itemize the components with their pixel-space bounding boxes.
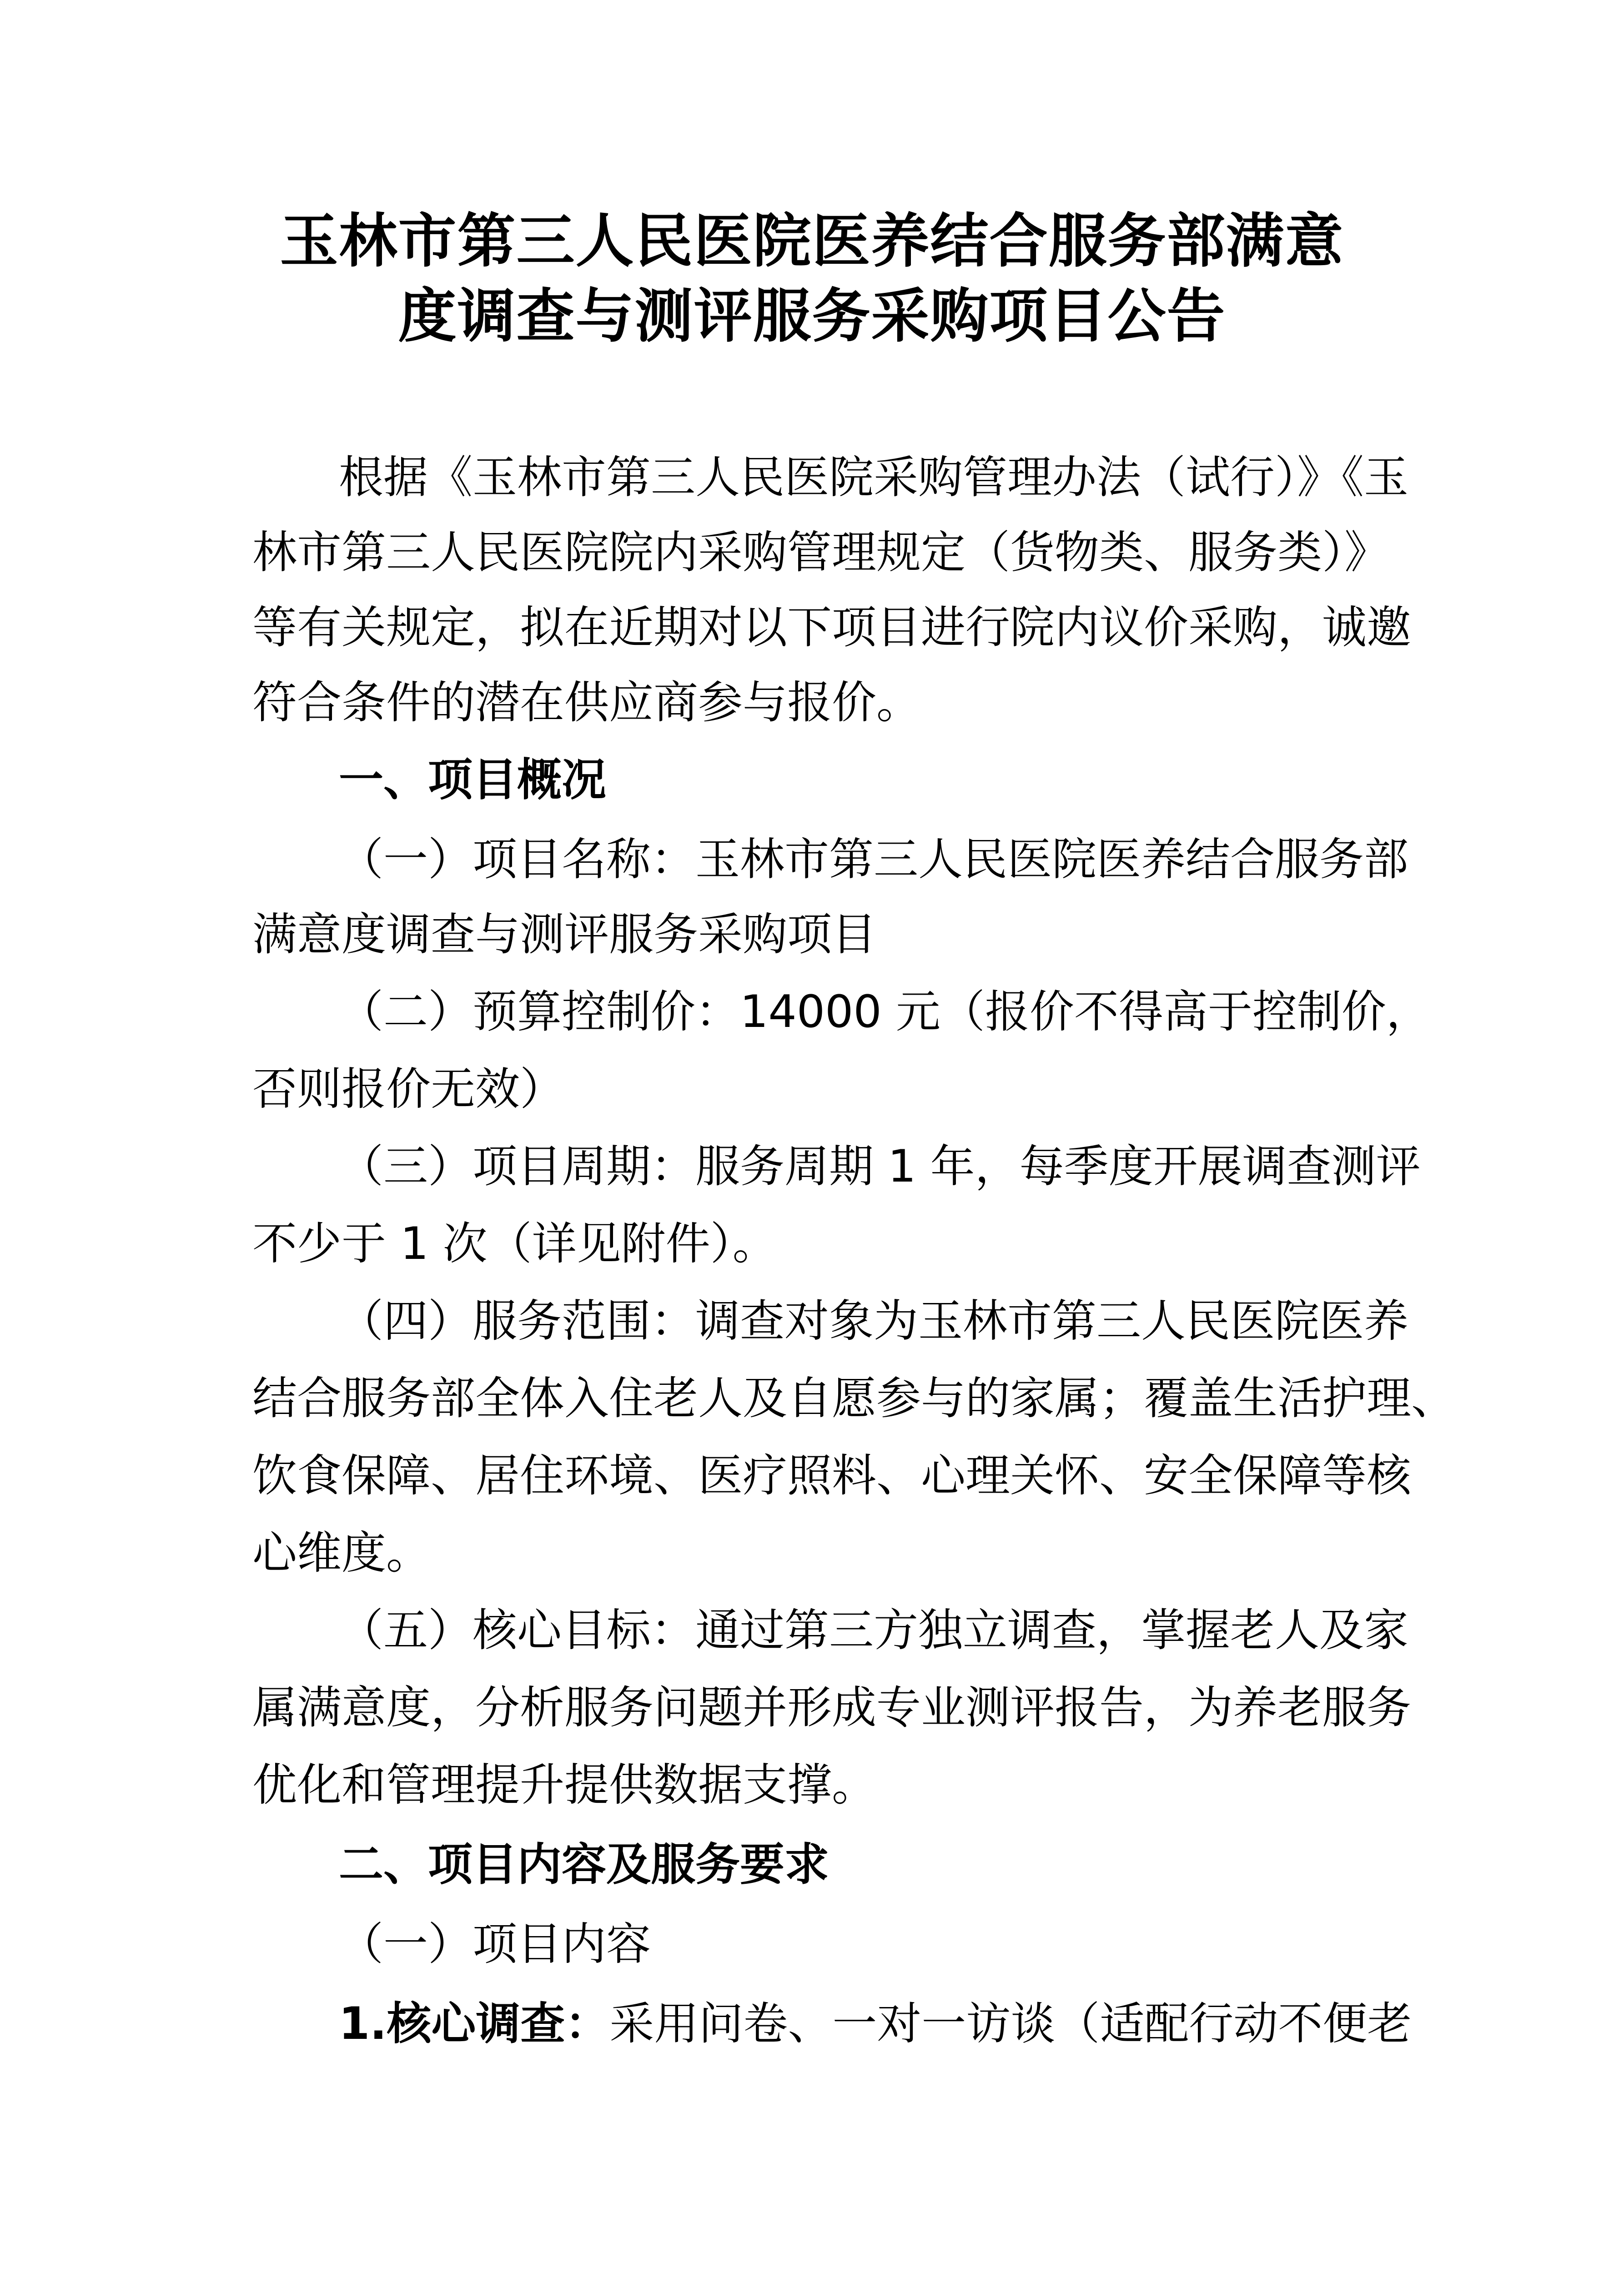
point-label: 1.核心调查： (339, 1998, 610, 2050)
item-line: 优化和管理提升提供数据支撑。 (252, 1759, 877, 1811)
item-line: 结合服务部全体入住老人及自愿参与的家属；覆盖生活护理、 (252, 1373, 1456, 1424)
item-line: （三）项目周期：服务周期 1 年，每季度开展调查测评 (339, 1141, 1421, 1192)
item-line: 满意度调查与测评服务采购项目 (252, 909, 877, 961)
item-line: 属满意度，分析服务问题并形成专业测评报告，为养老服务 (252, 1682, 1412, 1734)
point-line (339, 1997, 1412, 2051)
item-line: 否则报价无效） (252, 1063, 565, 1115)
intro-line: 符合条件的潜在供应商参与报价。 (252, 677, 921, 729)
item-line: （五）核心目标：通过第三方独立调查，掌握老人及家 (339, 1605, 1409, 1656)
item-line: 心维度。 (252, 1527, 431, 1579)
section-heading-1: 一、项目概况 (339, 754, 607, 806)
intro-line: 根据《玉林市第三人民医院采购管理办法（试行）》《玉 (339, 452, 1409, 503)
document-title-line-1: 玉林市第三人民医院医养结合服务部满意 (280, 207, 1344, 275)
subsection-heading: （一）项目内容 (339, 1918, 651, 1970)
intro-line: 林市第三人民医院院内采购管理规定（货物类、服务类）》 (252, 527, 1389, 579)
point-text: 采用问卷、一对一访谈（适配行动不便老 (609, 1998, 1412, 2050)
item-line: 饮食保障、居住环境、医疗照料、心理关怀、安全保障等核 (252, 1450, 1412, 1502)
item-line: （一）项目名称：玉林市第三人民医院医养结合服务部 (339, 834, 1409, 885)
item-line: （四）服务范围：调查对象为玉林市第三人民医院医养 (339, 1295, 1409, 1347)
section-heading-2: 二、项目内容及服务要求 (339, 1839, 830, 1891)
intro-line: 等有关规定，拟在近期对以下项目进行院内议价采购，诚邀 (252, 602, 1412, 654)
item-line: （二）预算控制价：14000 元（报价不得高于控制价， (339, 986, 1431, 1038)
document-title-line-2: 度调查与测评服务采购项目公告 (398, 282, 1226, 350)
item-line: 不少于 1 次（详见附件）。 (252, 1218, 777, 1270)
